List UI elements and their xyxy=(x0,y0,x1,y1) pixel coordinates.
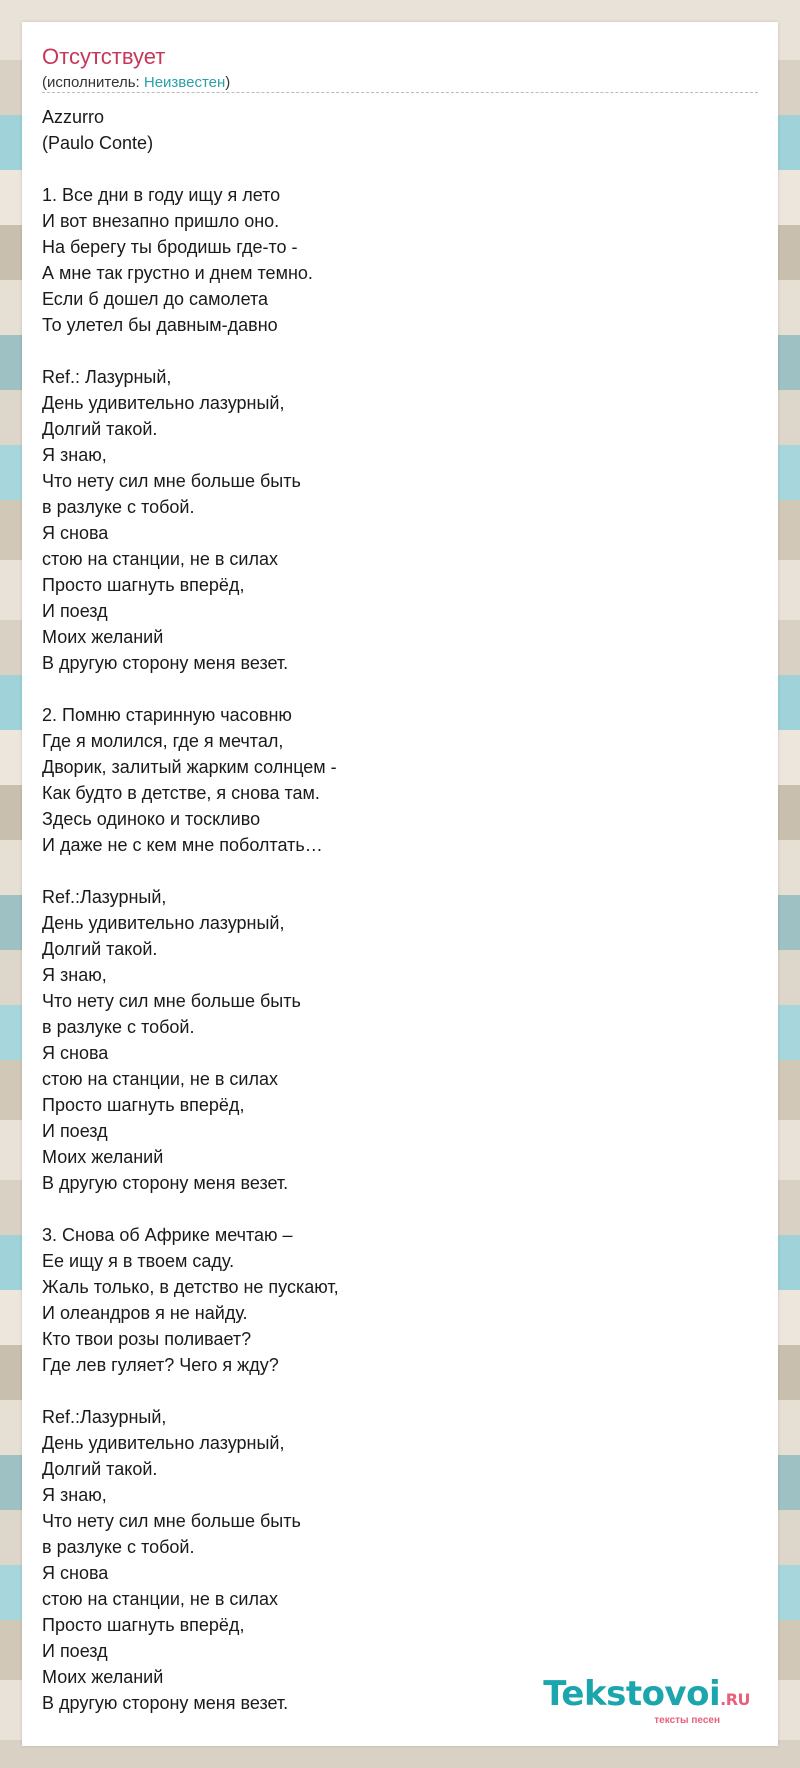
lyric-line: Ее ищу я в твоем саду. xyxy=(42,1251,235,1271)
lyrics-card xyxy=(22,22,778,1746)
lyric-line: 1. Все дни в году ищу я лето xyxy=(42,185,281,205)
performer-line xyxy=(42,74,230,91)
lyric-line xyxy=(42,1196,742,1222)
lyric-line: День удивительно лазурный, xyxy=(42,1433,285,1453)
lyric-line: 3. Снова об Африке мечтаю – xyxy=(42,1225,293,1245)
lyric-line: Я знаю, xyxy=(42,1485,107,1505)
lyric-line: В другую сторону меня везет. xyxy=(42,1173,289,1193)
lyric-line: Моих желаний xyxy=(42,1147,164,1167)
lyric-line: Что нету сил мне больше быть xyxy=(42,1511,301,1531)
lyric-line: Я снова xyxy=(42,1043,109,1063)
lyric-line: (Paulo Conte) xyxy=(42,133,154,153)
lyric-line: Здесь одиноко и тоскливо xyxy=(42,809,261,829)
lyric-line: стою на станции, не в силах xyxy=(42,1069,279,1089)
lyric-line: Просто шагнуть вперёд, xyxy=(42,1615,245,1635)
lyrics-text xyxy=(42,104,742,1716)
lyric-line: стою на станции, не в силах xyxy=(42,1589,279,1609)
lyric-line: Где я молился, где я мечтал, xyxy=(42,731,284,751)
lyric-line: День удивительно лазурный, xyxy=(42,393,285,413)
performer-suffix: ) xyxy=(225,74,231,91)
lyric-line: Где лев гуляет? Чего я жду? xyxy=(42,1355,279,1375)
lyric-line xyxy=(42,338,742,364)
lyric-line: День удивительно лазурный, xyxy=(42,913,285,933)
lyric-line: Моих желаний xyxy=(42,627,164,647)
lyric-line: в разлуке с тобой. xyxy=(42,1017,195,1037)
lyric-line: И вот внезапно пришло оно. xyxy=(42,211,280,231)
song-title: Отсутствует xyxy=(42,44,166,69)
site-logo[interactable] xyxy=(543,1674,750,1726)
lyric-line xyxy=(42,858,742,884)
lyric-line: 2. Помню старинную часовню xyxy=(42,705,292,725)
lyric-line xyxy=(42,156,742,182)
lyric-line: Жаль только, в детство не пускают, xyxy=(42,1277,339,1297)
logo-name: Tekstovoi xyxy=(543,1674,721,1714)
lyric-line: И олеандров я не найду. xyxy=(42,1303,248,1323)
lyric-line: Если б дошел до самолета xyxy=(42,289,269,309)
lyric-line: На берегу ты бродишь где-то - xyxy=(42,237,298,257)
lyric-line: Просто шагнуть вперёд, xyxy=(42,575,245,595)
logo-tld: .RU xyxy=(720,1690,750,1709)
lyric-line: в разлуке с тобой. xyxy=(42,1537,195,1557)
lyric-line: В другую сторону меня везет. xyxy=(42,653,289,673)
lyric-line: И поезд xyxy=(42,1121,108,1141)
lyric-line: Ref.:Лазурный, xyxy=(42,1407,167,1427)
lyric-line: Ref.:Лазурный, xyxy=(42,887,167,907)
divider xyxy=(42,92,758,93)
lyric-line: Просто шагнуть вперёд, xyxy=(42,1095,245,1115)
lyric-line: Долгий такой. xyxy=(42,939,158,959)
logo-wordmark xyxy=(543,1674,750,1717)
lyric-line: А мне так грустно и днем темно. xyxy=(42,263,313,283)
lyric-line: И даже не с кем мне поболтать… xyxy=(42,835,323,855)
lyric-line: В другую сторону меня везет. xyxy=(42,1693,289,1713)
lyric-line xyxy=(42,1378,742,1404)
lyric-line: Что нету сил мне больше быть xyxy=(42,991,301,1011)
lyric-line: И поезд xyxy=(42,1641,108,1661)
lyric-line: Моих желаний xyxy=(42,1667,164,1687)
lyric-line: То улетел бы давным-давно xyxy=(42,315,278,335)
lyric-line: Я снова xyxy=(42,1563,109,1583)
lyric-line: Как будто в детстве, я снова там. xyxy=(42,783,320,803)
lyric-line: Azzurro xyxy=(42,107,105,127)
lyric-line: Я знаю, xyxy=(42,965,107,985)
lyric-line: Я снова xyxy=(42,523,109,543)
performer-prefix: (исполнитель: xyxy=(42,74,144,91)
lyric-line: Долгий такой. xyxy=(42,419,158,439)
lyric-line: Я знаю, xyxy=(42,445,107,465)
lyric-line: Долгий такой. xyxy=(42,1459,158,1479)
lyric-line xyxy=(42,676,742,702)
lyric-line: Что нету сил мне больше быть xyxy=(42,471,301,491)
lyric-line: Кто твои розы поливает? xyxy=(42,1329,252,1349)
lyric-line: в разлуке с тобой. xyxy=(42,497,195,517)
lyric-line: стою на станции, не в силах xyxy=(42,549,279,569)
lyric-line: И поезд xyxy=(42,601,108,621)
lyric-line: Ref.: Лазурный, xyxy=(42,367,172,387)
performer-link[interactable]: Неизвестен xyxy=(143,74,226,91)
lyric-line: Дворик, залитый жарким солнцем - xyxy=(42,757,337,777)
logo-tagline: тексты песен xyxy=(654,1715,720,1726)
